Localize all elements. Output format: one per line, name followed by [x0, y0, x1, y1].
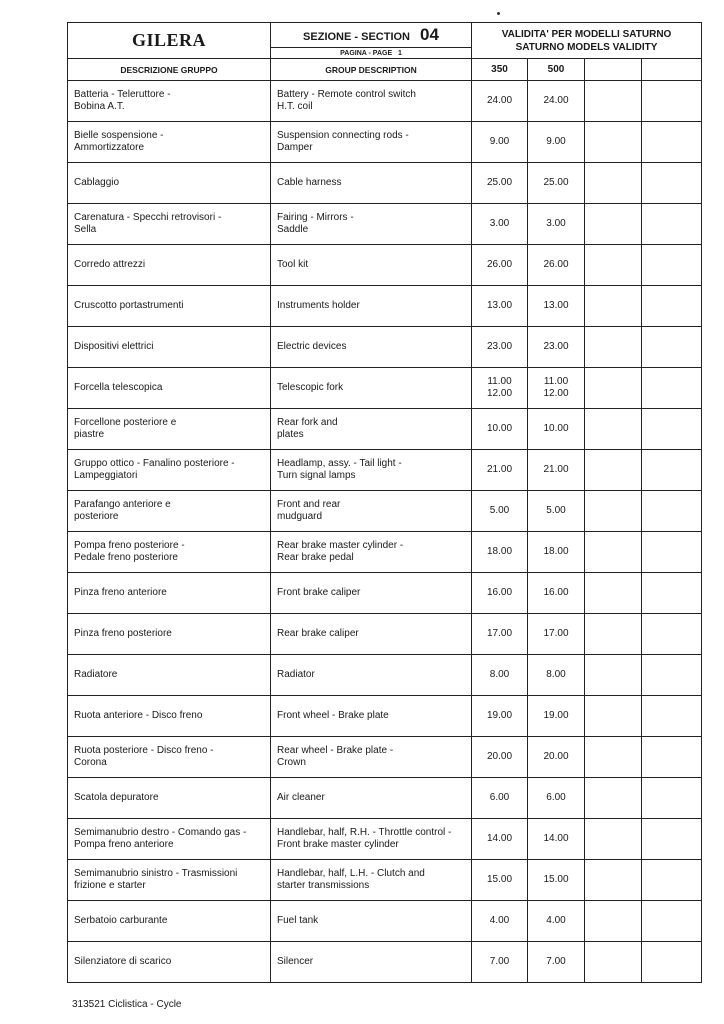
code-350-line: 16.00 — [486, 586, 513, 598]
code-350-line: 19.00 — [486, 709, 513, 721]
desc-en-line: Electric devices — [277, 340, 347, 352]
code-350 — [472, 204, 528, 245]
code-500-line: 6.00 — [546, 791, 566, 803]
code-500 — [528, 286, 585, 327]
code-350 — [472, 327, 528, 368]
code-350-line: 15.00 — [486, 873, 513, 885]
desc-en — [271, 901, 472, 942]
desc-it-line: Cruscotto portastrumenti — [74, 299, 184, 311]
code-500-line: 4.00 — [546, 914, 566, 926]
desc-it-line: Bielle sospensione - — [74, 129, 164, 141]
desc-en-line: Fuel tank — [277, 914, 319, 926]
desc-en-line: Radiator — [277, 668, 315, 680]
code-500-line: 18.00 — [543, 545, 569, 557]
desc-it — [68, 901, 271, 942]
blank-cell-1 — [585, 942, 642, 983]
validity-line-1: VALIDITA' PER MODELLI SATURNO — [501, 28, 672, 40]
blank-cell-2 — [642, 614, 702, 655]
code-350-line: 7.00 — [489, 955, 510, 967]
desc-en — [271, 286, 472, 327]
desc-it — [68, 245, 271, 286]
blank-cell-1 — [585, 204, 642, 245]
code-350-line: 9.00 — [489, 135, 510, 147]
code-500-line: 9.00 — [546, 135, 566, 147]
desc-en-line: Cable harness — [277, 176, 342, 188]
code-350 — [472, 778, 528, 819]
code-500 — [528, 860, 585, 901]
blank-cell-2 — [642, 286, 702, 327]
blank-cell-1 — [585, 573, 642, 614]
desc-it — [68, 368, 271, 409]
desc-en-line: Tool kit — [277, 258, 309, 270]
blank-cell-2 — [642, 655, 702, 696]
code-500 — [528, 737, 585, 778]
desc-it — [68, 204, 271, 245]
desc-en — [271, 655, 472, 696]
desc-it — [68, 819, 271, 860]
blank-cell-2 — [642, 737, 702, 778]
code-350-line: 17.00 — [486, 627, 513, 639]
code-350-line: 23.00 — [486, 340, 513, 352]
table-row — [68, 450, 702, 491]
blank-cell-1 — [585, 81, 642, 122]
desc-en-line: starter transmissions — [277, 880, 370, 891]
desc-en-line: Suspension connecting rods - — [277, 129, 409, 141]
blank-cell-2 — [642, 450, 702, 491]
blank-cell-2 — [642, 368, 702, 409]
table-row — [68, 819, 702, 860]
desc-it — [68, 778, 271, 819]
desc-it-line: Pedale freno posteriore — [74, 552, 178, 563]
table-row — [68, 655, 702, 696]
table-row — [68, 778, 702, 819]
code-350-line: 14.00 — [486, 832, 513, 844]
code-350-line: 24.00 — [486, 94, 513, 106]
table-row — [68, 491, 702, 532]
blank-cell-1 — [585, 696, 642, 737]
table-row — [68, 409, 702, 450]
col-header-350: 350 — [472, 59, 528, 81]
table-row — [68, 163, 702, 204]
code-350-line: 18.00 — [486, 545, 513, 557]
desc-it-line: frizione e starter — [74, 880, 146, 891]
code-500-line: 21.00 — [543, 463, 569, 475]
page-speck — [497, 12, 500, 15]
blank-cell-1 — [585, 737, 642, 778]
footer-caption: 313521 Ciclistica - Cycle — [72, 999, 182, 1010]
blank-cell-2 — [642, 778, 702, 819]
column-header-row — [68, 59, 702, 81]
desc-en-line: Silencer — [277, 955, 314, 967]
code-500 — [528, 819, 585, 860]
table-row — [68, 532, 702, 573]
validity-cell — [472, 23, 702, 59]
code-500 — [528, 901, 585, 942]
code-500-line: 25.00 — [543, 176, 569, 188]
code-500 — [528, 327, 585, 368]
desc-it-line: Sella — [74, 224, 97, 235]
table-row — [68, 327, 702, 368]
brand-logo — [68, 23, 271, 59]
validity-line-2: SATURNO MODELS VALIDITY — [515, 41, 658, 53]
col-header-en: GROUP DESCRIPTION — [271, 59, 472, 81]
desc-en-line: Front and rear — [277, 498, 341, 510]
blank-cell-2 — [642, 942, 702, 983]
desc-en-line: Air cleaner — [277, 791, 325, 803]
desc-en-line: Rear brake master cylinder - — [277, 539, 404, 551]
code-500-line: 5.00 — [546, 504, 566, 516]
col-header-500: 500 — [528, 59, 585, 81]
code-350 — [472, 696, 528, 737]
table-row — [68, 942, 702, 983]
desc-it-line: Scatola depuratore — [74, 791, 159, 803]
desc-it-line: Pompa freno posteriore - — [74, 539, 185, 551]
code-350 — [472, 245, 528, 286]
desc-en-line: Rear fork and — [277, 416, 338, 428]
desc-it-line: Serbatoio carburante — [74, 914, 168, 926]
desc-it — [68, 737, 271, 778]
table-row — [68, 737, 702, 778]
code-500 — [528, 491, 585, 532]
code-500 — [528, 409, 585, 450]
blank-cell-2 — [642, 163, 702, 204]
desc-en — [271, 819, 472, 860]
desc-it — [68, 860, 271, 901]
code-500-line: 24.00 — [543, 94, 569, 106]
code-350 — [472, 819, 528, 860]
desc-en — [271, 860, 472, 901]
desc-it — [68, 491, 271, 532]
desc-en-line: Rear brake pedal — [277, 552, 354, 563]
desc-it-line: posteriore — [74, 511, 119, 522]
table-row — [68, 573, 702, 614]
code-350-line: 10.00 — [486, 422, 513, 434]
code-500-line: 16.00 — [543, 586, 569, 598]
code-350-line: 3.00 — [489, 217, 510, 229]
page-cell — [271, 48, 472, 59]
desc-en-line: Front brake master cylinder — [277, 839, 399, 850]
blank-cell-1 — [585, 778, 642, 819]
code-500-line: 26.00 — [543, 258, 569, 270]
desc-en-line: H.T. coil — [277, 101, 313, 112]
blank-cell-1 — [585, 614, 642, 655]
table-row — [68, 901, 702, 942]
blank-cell-2 — [642, 245, 702, 286]
page-label: PAGINA - PAGE — [340, 49, 393, 57]
table-row — [68, 122, 702, 163]
code-500 — [528, 204, 585, 245]
code-350 — [472, 409, 528, 450]
desc-it-line: Ruota posteriore - Disco freno - — [74, 744, 214, 756]
table-row — [68, 286, 702, 327]
code-350-line: 13.00 — [486, 299, 513, 311]
blank-cell-2 — [642, 409, 702, 450]
desc-en-line: Damper — [277, 142, 313, 153]
blank-cell-1 — [585, 327, 642, 368]
code-350-line: 21.00 — [486, 463, 513, 475]
blank-cell-1 — [585, 163, 642, 204]
blank-cell-2 — [642, 204, 702, 245]
blank-cell-2 — [642, 122, 702, 163]
code-350 — [472, 737, 528, 778]
desc-it-line: Batteria - Teleruttore - — [74, 88, 171, 100]
desc-it — [68, 532, 271, 573]
blank-cell-1 — [585, 286, 642, 327]
code-500-line: 7.00 — [546, 955, 566, 967]
blank-cell-1 — [585, 450, 642, 491]
desc-it — [68, 655, 271, 696]
blank-cell-1 — [585, 491, 642, 532]
blank-cell-1 — [585, 409, 642, 450]
desc-en — [271, 614, 472, 655]
code-350-line: 6.00 — [489, 791, 510, 803]
desc-it-line: Pinza freno anteriore — [74, 586, 167, 598]
code-500 — [528, 614, 585, 655]
code-500 — [528, 163, 585, 204]
code-500 — [528, 573, 585, 614]
code-350-line: 25.00 — [486, 176, 513, 188]
code-500 — [528, 368, 585, 409]
section-label: SEZIONE - SECTION — [303, 31, 411, 43]
desc-it-line: Gruppo ottico - Fanalino posteriore - — [74, 457, 235, 469]
desc-en-line: Front brake caliper — [277, 586, 361, 598]
code-500-line: 8.00 — [546, 668, 566, 680]
desc-it-line: Semimanubrio destro - Comando gas - — [74, 826, 247, 838]
code-500-line: 11.00 — [543, 375, 569, 387]
col-header-blank-1 — [585, 59, 642, 81]
table-row — [68, 860, 702, 901]
desc-en — [271, 696, 472, 737]
desc-en-line: Rear brake caliper — [277, 627, 359, 639]
page-number: 1 — [397, 49, 402, 57]
code-350 — [472, 81, 528, 122]
code-500-line: 3.00 — [546, 217, 566, 229]
desc-en-line: Rear wheel - Brake plate - — [277, 744, 394, 756]
code-350-line: 4.00 — [489, 914, 510, 926]
desc-it — [68, 122, 271, 163]
blank-cell-1 — [585, 901, 642, 942]
code-350-line: 5.00 — [489, 504, 510, 516]
code-350 — [472, 614, 528, 655]
desc-en-line: Handlebar, half, L.H. - Clutch and — [277, 867, 425, 879]
blank-cell-2 — [642, 532, 702, 573]
code-500-line: 10.00 — [543, 422, 569, 434]
code-350-line: 20.00 — [486, 750, 513, 762]
table-row — [68, 696, 702, 737]
code-350-line: 8.00 — [489, 668, 510, 680]
code-500-line: 15.00 — [543, 873, 569, 885]
desc-it-line: Carenatura - Specchi retrovisori - — [74, 211, 222, 223]
desc-it-line: Pompa freno anteriore — [74, 839, 174, 850]
desc-en — [271, 737, 472, 778]
col-header-it: DESCRIZIONE GRUPPO — [68, 59, 271, 81]
code-350 — [472, 573, 528, 614]
code-500-line: 23.00 — [543, 340, 569, 352]
blank-cell-1 — [585, 532, 642, 573]
desc-it-line: Parafango anteriore e — [74, 498, 171, 510]
code-350 — [472, 163, 528, 204]
desc-it-line: Ruota anteriore - Disco freno — [74, 709, 203, 721]
desc-en-line: Battery - Remote control switch — [277, 88, 416, 100]
desc-it-line: piastre — [74, 429, 105, 440]
code-350 — [472, 286, 528, 327]
brand-name: GILERA — [131, 30, 206, 50]
code-350-line: 12.00 — [486, 388, 513, 399]
blank-cell-2 — [642, 491, 702, 532]
desc-it — [68, 163, 271, 204]
table-row — [68, 245, 702, 286]
desc-en — [271, 532, 472, 573]
desc-en-line: Turn signal lamps — [277, 470, 356, 481]
desc-en — [271, 245, 472, 286]
desc-en-line: Telescopic fork — [277, 381, 344, 393]
desc-it-line: Corona — [74, 757, 107, 768]
desc-it-line: Radiatore — [74, 668, 118, 680]
blank-cell-1 — [585, 655, 642, 696]
desc-it — [68, 286, 271, 327]
desc-it-line: Lampeggiatori — [74, 470, 138, 481]
desc-en — [271, 122, 472, 163]
desc-en — [271, 81, 472, 122]
blank-cell-2 — [642, 573, 702, 614]
desc-it-line: Pinza freno posteriore — [74, 627, 172, 639]
code-350 — [472, 491, 528, 532]
table-row — [68, 614, 702, 655]
code-500 — [528, 450, 585, 491]
code-500 — [528, 942, 585, 983]
table-row — [68, 81, 702, 122]
blank-cell-1 — [585, 819, 642, 860]
desc-it-line: Silenziatore di scarico — [74, 955, 172, 967]
blank-cell-1 — [585, 245, 642, 286]
desc-it-line: Bobina A.T. — [74, 101, 125, 112]
desc-en-line: Headlamp, assy. - Tail light - — [277, 457, 402, 469]
code-500 — [528, 532, 585, 573]
desc-it-line: Cablaggio — [74, 176, 120, 188]
blank-cell-2 — [642, 860, 702, 901]
section-number: 04 — [420, 25, 439, 44]
desc-en-line: Saddle — [277, 224, 309, 235]
code-500-line: 14.00 — [543, 832, 569, 844]
desc-it — [68, 942, 271, 983]
desc-en — [271, 450, 472, 491]
desc-en-line: Instruments holder — [277, 299, 360, 311]
code-500 — [528, 81, 585, 122]
desc-it — [68, 409, 271, 450]
desc-it — [68, 450, 271, 491]
desc-en — [271, 573, 472, 614]
code-350 — [472, 122, 528, 163]
desc-en — [271, 327, 472, 368]
table-row — [68, 368, 702, 409]
desc-it — [68, 327, 271, 368]
code-500 — [528, 655, 585, 696]
table-row — [68, 204, 702, 245]
desc-en — [271, 491, 472, 532]
desc-it-line: Ammortizzatore — [74, 142, 145, 153]
desc-it-line: Corredo attrezzi — [74, 258, 146, 270]
desc-en-line: plates — [277, 429, 304, 440]
blank-cell-1 — [585, 368, 642, 409]
desc-en — [271, 778, 472, 819]
desc-it — [68, 696, 271, 737]
code-500-line: 13.00 — [543, 299, 569, 311]
desc-it — [68, 614, 271, 655]
desc-it-line: Forcellone posteriore e — [74, 416, 177, 428]
code-500-line: 20.00 — [543, 750, 569, 762]
blank-cell-1 — [585, 860, 642, 901]
desc-en-line: Handlebar, half, R.H. - Throttle control - — [277, 826, 452, 838]
blank-cell-2 — [642, 819, 702, 860]
desc-it-line: Forcella telescopica — [74, 381, 163, 393]
blank-cell-2 — [642, 901, 702, 942]
desc-en-line: Fairing - Mirrors - — [277, 211, 354, 223]
code-350 — [472, 942, 528, 983]
code-500 — [528, 245, 585, 286]
blank-cell-2 — [642, 696, 702, 737]
code-350 — [472, 450, 528, 491]
code-500 — [528, 778, 585, 819]
code-350 — [472, 368, 528, 409]
code-500-line: 12.00 — [543, 388, 569, 399]
blank-cell-1 — [585, 122, 642, 163]
desc-en-line: Crown — [277, 757, 306, 768]
code-500-line: 17.00 — [543, 627, 569, 639]
desc-en — [271, 368, 472, 409]
desc-en-line: mudguard — [277, 511, 323, 522]
code-500 — [528, 696, 585, 737]
parts-index-table — [67, 22, 702, 983]
blank-cell-2 — [642, 81, 702, 122]
desc-en — [271, 942, 472, 983]
code-350-line: 11.00 — [487, 375, 512, 387]
code-350 — [472, 901, 528, 942]
code-500 — [528, 122, 585, 163]
section-cell — [271, 23, 472, 48]
desc-it-line: Dispositivi elettrici — [74, 340, 154, 352]
code-350 — [472, 860, 528, 901]
desc-en-line: Front wheel - Brake plate — [277, 709, 389, 721]
desc-it — [68, 573, 271, 614]
desc-it — [68, 81, 271, 122]
desc-en — [271, 409, 472, 450]
col-header-blank-2 — [642, 59, 702, 81]
desc-en — [271, 204, 472, 245]
code-350-line: 26.00 — [486, 258, 513, 270]
code-350 — [472, 532, 528, 573]
code-500-line: 19.00 — [543, 709, 569, 721]
code-350 — [472, 655, 528, 696]
desc-it-line: Semimanubrio sinistro - Trasmissioni — [74, 867, 238, 879]
desc-en — [271, 163, 472, 204]
blank-cell-2 — [642, 327, 702, 368]
